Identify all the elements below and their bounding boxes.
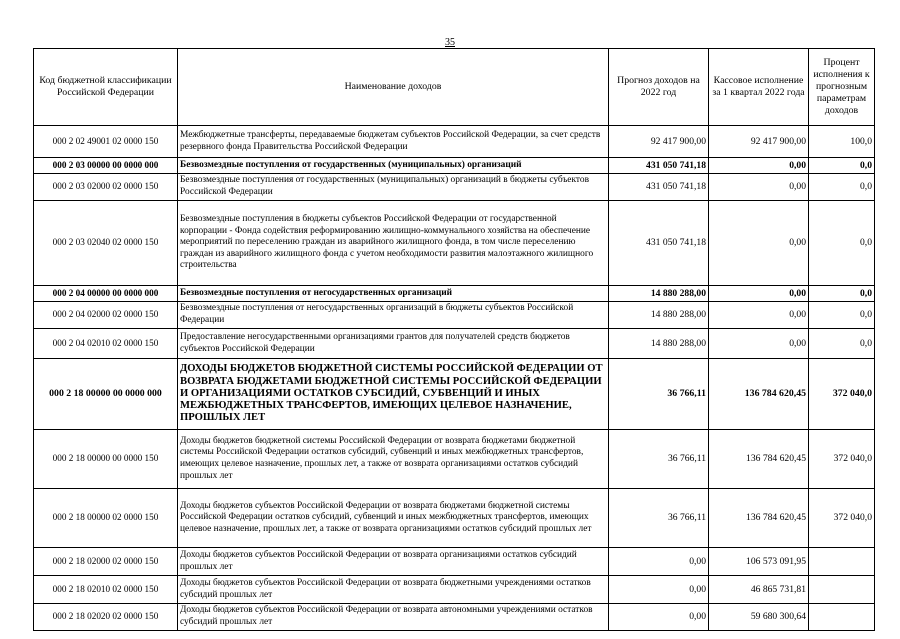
row-forecast: 14 880 288,00: [609, 286, 709, 302]
row-forecast: 431 050 741,18: [609, 174, 709, 201]
row-forecast: 0,00: [609, 604, 709, 631]
row-percent: 372 040,0: [809, 359, 875, 430]
row-percent: 372 040,0: [809, 430, 875, 489]
row-forecast: 92 417 900,00: [609, 126, 709, 158]
row-percent: [809, 604, 875, 631]
row-forecast: 36 766,11: [609, 430, 709, 489]
table-row: [34, 329, 875, 359]
row-name: Предоставление негосударственными организациями грантов для получателей средств бюджетов субъектов Российской Федерации: [178, 329, 609, 359]
row-forecast: 36 766,11: [609, 489, 709, 548]
row-cash: 92 417 900,00: [709, 126, 809, 158]
row-forecast: 36 766,11: [609, 359, 709, 430]
row-percent: 0,0: [809, 174, 875, 201]
row-name: ДОХОДЫ БЮДЖЕТОВ БЮДЖЕТНОЙ СИСТЕМЫ РОССИЙСКОЙ ФЕДЕРАЦИИ ОТ ВОЗВРАТА БЮДЖЕТАМИ БЮДЖЕТНОЙ СИСТЕМЫ РОССИЙСКОЙ ФЕДЕРАЦИИ И ОРГАНИЗАЦИЯМИ ОСТАТКОВ СУБСИДИЙ, СУБВЕНЦИЙ И ИНЫХ МЕЖБЮДЖЕТНЫХ ТРАНСФЕРТОВ, ИМЕЮЩИХ ЦЕЛЕВОЕ НАЗНАЧЕНИЕ, ПРОШЛЫХ ЛЕТ: [178, 359, 609, 430]
row-name: Безвозмездные поступления от государственных (муниципальных) организаций в бюджеты субъектов Российской Федерации: [178, 174, 609, 201]
table-row: [34, 126, 875, 158]
row-code: 000 2 04 00000 00 0000 000: [34, 286, 178, 302]
row-cash: 0,00: [709, 329, 809, 359]
row-percent: 100,0: [809, 126, 875, 158]
row-name: Доходы бюджетов субъектов Российской Федерации от возврата бюджетами бюджетной системы Российской Федерации остатков субсидий, субвенций и иных межбюджетных трансфертов, имеющих целевое назначение, прошлых лет, а также от возврата организациями остатков субсидий прошлых лет: [178, 489, 609, 548]
header-code: Код бюджетной классификации Российской Федерации: [34, 49, 178, 126]
table-row: [34, 604, 875, 631]
row-code: 000 2 03 02000 02 0000 150: [34, 174, 178, 201]
header-forecast: Прогноз доходов на 2022 год: [609, 49, 709, 126]
row-percent: 0,0: [809, 302, 875, 329]
row-cash: 136 784 620,45: [709, 359, 809, 430]
row-percent: 0,0: [809, 158, 875, 174]
revenue-table: [33, 48, 875, 631]
row-cash: 0,00: [709, 302, 809, 329]
row-percent: [809, 576, 875, 604]
header-percent: Процент исполнения к прогнозным параметрам доходов: [809, 49, 875, 126]
row-forecast: 0,00: [609, 576, 709, 604]
row-cash: 136 784 620,45: [709, 430, 809, 489]
row-forecast: 0,00: [609, 548, 709, 576]
row-code: 000 2 18 00000 02 0000 150: [34, 489, 178, 548]
row-cash: 0,00: [709, 158, 809, 174]
row-cash: 0,00: [709, 286, 809, 302]
header-cash: Кассовое исполнение за 1 квартал 2022 года: [709, 49, 809, 126]
table-row: [34, 201, 875, 286]
header-name: Наименование доходов: [178, 49, 609, 126]
row-code: 000 2 04 02000 02 0000 150: [34, 302, 178, 329]
row-code: 000 2 18 02000 02 0000 150: [34, 548, 178, 576]
row-name: Доходы бюджетов субъектов Российской Федерации от возврата бюджетными учреждениями остатков субсидий прошлых лет: [178, 576, 609, 604]
row-code: 000 2 02 49001 02 0000 150: [34, 126, 178, 158]
row-name: Доходы бюджетов субъектов Российской Федерации от возврата организациями остатков субсидий прошлых лет: [178, 548, 609, 576]
row-name: Межбюджетные трансферты, передаваемые бюджетам субъектов Российской Федерации, за счет средств резервного фонда Правительства Российской Федерации: [178, 126, 609, 158]
row-cash: 106 573 091,95: [709, 548, 809, 576]
table-row-section: [34, 286, 875, 302]
table-row: [34, 576, 875, 604]
row-code: 000 2 18 00000 00 0000 150: [34, 430, 178, 489]
table-row-section: [34, 158, 875, 174]
row-cash: 0,00: [709, 174, 809, 201]
row-cash: 136 784 620,45: [709, 489, 809, 548]
row-cash: 46 865 731,81: [709, 576, 809, 604]
row-percent: 0,0: [809, 286, 875, 302]
row-code: 000 2 18 02010 02 0000 150: [34, 576, 178, 604]
row-name: Безвозмездные поступления от негосударственных организаций: [178, 286, 609, 302]
row-cash: 0,00: [709, 201, 809, 286]
row-cash: 59 680 300,64: [709, 604, 809, 631]
row-name: Безвозмездные поступления от негосударственных организаций в бюджеты субъектов Российской Федерации: [178, 302, 609, 329]
table-row: [34, 430, 875, 489]
row-forecast: 14 880 288,00: [609, 302, 709, 329]
table-row: [34, 548, 875, 576]
row-code: 000 2 18 02020 02 0000 150: [34, 604, 178, 631]
row-name: Безвозмездные поступления в бюджеты субъектов Российской Федерации от государственной корпорации - Фонда содействия реформированию жилищно-коммунального хозяйства на обеспечение мероприятий по переселению граждан из аварийного жилищного фонда, в том числе переселению граждан из аварийного жилищного фонда с учетом необходимости развития малоэтажного жилищного строительства: [178, 201, 609, 286]
row-name: Доходы бюджетов бюджетной системы Российской Федерации от возврата бюджетами бюджетной системы Российской Федерации остатков субсидий, субвенций и иных межбюджетных трансфертов, имеющих целевое назначение, прошлых лет, а также от возврата организациями остатков субсидий прошлых лет: [178, 430, 609, 489]
row-percent: 372 040,0: [809, 489, 875, 548]
row-code: 000 2 03 00000 00 0000 000: [34, 158, 178, 174]
table-header-row: [34, 49, 875, 126]
table-row: [34, 489, 875, 548]
row-percent: 0,0: [809, 329, 875, 359]
row-percent: 0,0: [809, 201, 875, 286]
page-number: 35: [445, 37, 455, 48]
row-code: 000 2 18 00000 00 0000 000: [34, 359, 178, 430]
row-name: Доходы бюджетов субъектов Российской Федерации от возврата автономными учреждениями остатков субсидий прошлых лет: [178, 604, 609, 631]
row-percent: [809, 548, 875, 576]
row-forecast: 431 050 741,18: [609, 158, 709, 174]
row-forecast: 14 880 288,00: [609, 329, 709, 359]
row-forecast: 431 050 741,18: [609, 201, 709, 286]
row-name: Безвозмездные поступления от государственных (муниципальных) организаций: [178, 158, 609, 174]
row-code: 000 2 03 02040 02 0000 150: [34, 201, 178, 286]
table-row: [34, 174, 875, 201]
table-row: [34, 302, 875, 329]
table-row-section: [34, 359, 875, 430]
row-code: 000 2 04 02010 02 0000 150: [34, 329, 178, 359]
